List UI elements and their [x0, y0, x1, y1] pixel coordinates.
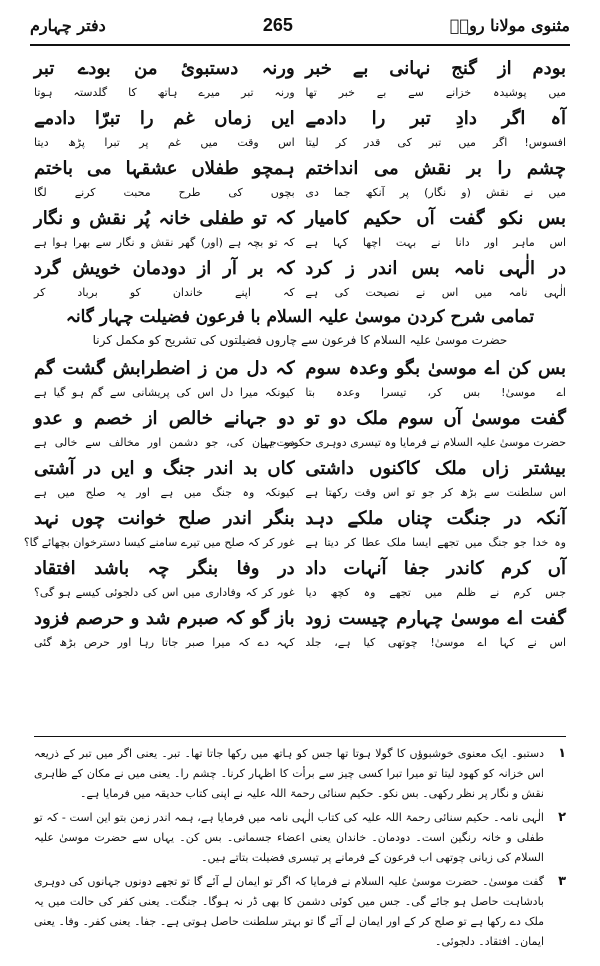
couplet: [34, 604, 566, 652]
verse-second-hemistich: کاں بد اندر جنگ و ایں در آشتی: [34, 457, 295, 479]
verse-first-hemistich: بس نکو گفت آں حکیم کامیار: [305, 207, 566, 229]
page-header: [30, 10, 570, 46]
footnote-text: دستبو۔ ایک معنوی خوشبوؤں کا گولا ہوتا تھا جس کو ہاتھ میں رکھا جاتا تھا۔ تبر۔ یعنی اگر میں تبر کے ذریعہ اس خزانہ کو کھود لیتا تو میرا تبرا کسی چیز سے برأت کا اظہار کرنا۔ چشم را۔ یعنی میں نے مکان کے ظاہری نقش و نگار پر نظر رکھی۔ بس نکو۔ حکیم سنائی رحمۃ اللہ علیہ نے اپنی کتاب حدیقہ میں فرمایا ہے۔: [34, 747, 544, 800]
translation-second: بچوں کی طرح محبت کرنے لگا: [34, 185, 295, 199]
couplet: [34, 454, 566, 502]
couplet: [34, 154, 566, 202]
translation-second: ورنہ تبر میرے ہاتھ کا گلدستہ ہوتا: [34, 85, 295, 99]
translation-second: کیونکہ وہ جنگ میں ہے اور یہ صلح میں ہے: [34, 485, 295, 499]
translation-first: افسوس! اگر میں تبر کی قدر کر لیتا: [305, 135, 566, 149]
verse-second-hemistich: ایں زماں غم را تبرّا دادمے: [34, 107, 295, 129]
translation-second: کہ تو بچہ ہے (اور) گھر نقش و نگار سے بھرا ہوا ہے: [34, 235, 295, 249]
verse-second-hemistich: در وفا بنگر چہ باشد افتقاد: [34, 557, 295, 579]
couplet: [34, 54, 566, 102]
verse-first-hemistich: گفت اے موسیٰ چہارم چیست زود: [305, 607, 566, 629]
section-subheading: حضرت موسیٰ علیہ السلام کا فرعون سے چاروں فضیلتوں کی تشریح کو مکمل کرنا: [92, 333, 508, 347]
footnote: [34, 872, 566, 952]
footnote-marker: ۳: [558, 874, 566, 889]
couplet: [34, 104, 566, 152]
translation-first: اے موسیٰ! بس کر، تیسرا وعدہ بتا: [305, 385, 566, 399]
verse-first-hemistich: بیشتر زاں ملک کاکنوں داشتی: [305, 457, 566, 479]
verse-second-hemistich: بنگر اندر صلح خوانت چوں نہد: [34, 507, 295, 529]
verse-second-hemistich: کہ دل من ز اضطرابش گشت گم: [34, 357, 295, 379]
verse-first-hemistich: چشم را بر نقش می انداختم: [305, 157, 566, 179]
translation-second: دو جہان کی، جو دشمن اور مخالف سے خالی ہے: [34, 435, 295, 449]
verse-first-hemistich: بودم از گنج نہانی بے خبر: [305, 57, 566, 79]
translation-first: اس سلطنت سے بڑھ کر جو تو اس وقت رکھتا ہے: [305, 485, 566, 499]
couplet: [34, 404, 566, 452]
footnote-marker: ۱: [558, 746, 566, 761]
couplet: [34, 204, 566, 252]
footnote-divider: [34, 736, 566, 737]
verse-first-hemistich: آنکہ در جنگت چناں ملکے دہد: [305, 507, 566, 529]
footnote-marker: ۲: [558, 810, 566, 825]
running-title: مثنوی مولانا رومؒ: [449, 15, 570, 35]
translation-first: الٰہی نامہ میں اس نے نصیحت کی ہے: [305, 285, 566, 299]
verse-first-hemistich: آہ اگر دادِ تبر را دادمے: [305, 107, 566, 129]
verse-first-hemistich: آں کرم کاندر جفا آنہات داد: [305, 557, 566, 579]
verse-second-hemistich: کہ تو طفلی خانہ پُر نقش و نگار: [34, 207, 295, 229]
footnote-text: الٰہی نامہ۔ حکیم سنائی رحمۃ اللہ علیہ کی کتاب الٰہی نامہ میں فرمایا ہے، ہمہ اندر زمن بتو این است - کہ تو طفلی و خانہ رنگین است۔ دودمان۔ خاندان یعنی اعضاء جسمانی۔ بس کن۔ یہاں سے حضرت موسیٰ علیہ السلام کی زبانی چوتھی اب فرعون کے فرمانے پر تیسری فضیلت بتاتے ہیں۔: [34, 811, 544, 864]
translation-second: غور کر کہ صلح میں تیرے سامنے کیسا دسترخوان بچھائے گا؟: [23, 535, 295, 549]
verse-body: [23, 54, 566, 654]
translation-second: اس وقت میں غم پر تبرا پڑھ دیتا: [34, 135, 295, 149]
verse-second-hemistich: دو جہانے خالص از خصم و عدو: [34, 407, 295, 429]
translation-second: کہ اپنے خاندان کو برباد کر: [34, 285, 295, 299]
verse-second-hemistich: ورنہ دستبوئ من بودے تبر: [34, 57, 295, 79]
footnote: [34, 744, 566, 804]
verse-first-hemistich: بس کن اے موسیٰ بگو وعدہ سوم: [305, 357, 566, 379]
section-heading: تمامی شرح کردن موسیٰ علیہ السلام با فرعون فضیلت چہار گانہ: [65, 307, 535, 327]
translation-second: غور کر کہ وفاداری میں اس کی دلجوئی کیسے ہو گی؟: [34, 585, 295, 599]
translation-first: اس نے کہا اے موسیٰ! چوتھی کیا ہے، جلد: [305, 635, 566, 649]
verse-second-hemistich: ہمچو طفلاں عشقہا می باختم: [34, 157, 295, 179]
translation-first: حضرت موسیٰ علیہ السلام نے فرمایا وہ تیسری دوہری حکومت ہے: [260, 435, 566, 449]
translation-first: میں نے نقش (و نگار) پر آنکھ جما دی: [305, 185, 566, 199]
book-section: دفتر چہارم: [30, 15, 106, 35]
translation-first: اس ماہر اور دانا نے بہت اچھا کہا ہے: [305, 235, 566, 249]
verse-first-hemistich: در الٰہی نامہ بس اندر ز کرد: [305, 257, 566, 279]
page-number: 265: [262, 14, 293, 35]
translation-second: کیونکہ میرا دل اس کی پریشانی سے گم ہو گیا ہے: [34, 385, 295, 399]
verse-second-hemistich: باز گو کہ صبرم شد و حرصم فزود: [34, 607, 295, 629]
translation-first: میں پوشیدہ خزانے سے بے خبر تھا: [305, 85, 566, 99]
couplet: [34, 554, 566, 602]
verse-second-hemistich: کہ بر آر از دودمان خویش گرد: [34, 257, 295, 279]
couplet: [23, 504, 566, 552]
footnote-text: گفت موسیٰ۔ حضرت موسیٰ علیہ السلام نے فرمایا کہ اگر تو ایمان لے آئے گا تو تجھے دونوں جہانوں کی دوہری بادشاہت حاصل ہو جائے گی۔ جس میں کوئی دشمن کا بھی ڈر نہ ہوگا۔ جنگت۔ یعنی کفر کی حالت میں یہ ملک دے رکھا ہے تو صلح کر کے اور ایمان لے آئے گا تو بہتر سلطنت حاصل ہوتی ہے۔ جفا۔ یعنی کفر۔ وفا۔ یعنی ایمان۔ افتقاد۔ دلجوئی۔: [34, 875, 544, 948]
footnotes: [34, 744, 566, 956]
couplet: [34, 354, 566, 402]
translation-first: جس کرم نے ظلم میں تجھے وہ کچھ دیا: [305, 585, 566, 599]
translation-first: وہ خدا جو جنگ میں تجھے ایسا ملک عطا کر دیتا ہے: [305, 535, 566, 549]
translation-second: کہہ دے کہ میرا صبر جاتا رہا اور حرص بڑھ گئی: [34, 635, 295, 649]
footnote: [34, 808, 566, 868]
verse-first-hemistich: گفت موسیٰ آں سوم ملک دو تو: [305, 407, 566, 429]
couplet: [34, 254, 566, 302]
